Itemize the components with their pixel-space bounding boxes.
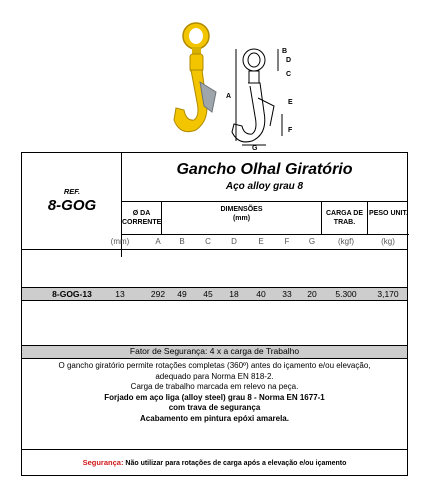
- drawing-label-f: F: [288, 127, 293, 134]
- product-subtitle: Aço alloy grau 8: [225, 181, 304, 192]
- description-line-3: Carga de trabalho marcada em relevo na peça.: [130, 382, 299, 391]
- unit-load: (kgf): [338, 237, 354, 246]
- description-bold-3: Acabamento em pintura epóxi amarela.: [140, 413, 289, 423]
- description-bold-2: com trava de segurança: [168, 403, 261, 412]
- drawing-label-d: D: [286, 57, 292, 64]
- unit-weight: (kg): [381, 237, 395, 246]
- product-title: Gancho Olhal Giratório: [176, 161, 353, 178]
- warning-text: Não utilizar para rotações de carga após a elevação e/ou içamento: [125, 460, 347, 467]
- cell-e: 40: [256, 289, 266, 299]
- description: [22, 361, 407, 424]
- cell-f: 33: [282, 289, 292, 299]
- unit-chain: (mm): [110, 237, 130, 246]
- drawing-label-b: B: [282, 48, 288, 55]
- unit-b: B: [179, 237, 185, 246]
- units-row: [22, 235, 407, 250]
- spec-table: [21, 152, 408, 476]
- drawing-label-e: E: [288, 99, 293, 106]
- row-code: 8-GOG-13: [52, 289, 92, 299]
- unit-a: A: [155, 237, 161, 246]
- description-line-2: adequado para Norma EN 818-2.: [155, 371, 274, 381]
- safety-factor: Fator de Segurança: 4 x a carga de Trabalho: [22, 345, 407, 359]
- warning: [22, 458, 407, 467]
- cell-a: 292: [150, 289, 166, 299]
- drawing-label-a: A: [226, 93, 232, 100]
- cell-weight: 3,170: [377, 289, 399, 299]
- swivel-hook-photo: [166, 20, 230, 144]
- col-dimensions-label: DIMENSÕES: [220, 206, 263, 213]
- unit-c: C: [205, 237, 211, 246]
- col-dimensions-unit: (mm): [232, 215, 251, 222]
- product-images: [0, 0, 428, 152]
- col-chain: [122, 201, 162, 235]
- drawing-label-c: C: [286, 71, 292, 78]
- drawing-label-g: G: [252, 145, 258, 150]
- cell-g: 20: [307, 289, 317, 299]
- cell-d: 18: [229, 289, 239, 299]
- description-bold-1: Forjado em aço liga (alloy steel) grau 8 - Norma EN 1677-1: [104, 392, 325, 402]
- warning-box: [22, 449, 407, 476]
- ref-label: REF.: [63, 187, 81, 196]
- cell-c: 45: [203, 289, 213, 299]
- table-row: [22, 287, 407, 301]
- col-weight: [368, 201, 409, 235]
- title-box: [122, 153, 407, 202]
- unit-g: G: [308, 237, 316, 246]
- cell-b: 49: [177, 289, 187, 299]
- unit-e: E: [258, 237, 264, 246]
- col-load: [322, 201, 368, 235]
- cell-chain: 13: [115, 289, 125, 299]
- col-dimensions: [162, 201, 322, 235]
- warning-label: Segurança:: [82, 458, 124, 467]
- unit-d: D: [231, 237, 237, 246]
- ref-value: 8-GOG: [47, 197, 97, 214]
- col-load-label: CARGA DE TRAB.: [325, 210, 364, 226]
- col-chain-label: Ø DA CORRENTE: [122, 210, 162, 226]
- unit-f: F: [284, 237, 290, 246]
- cell-load: 5.300: [335, 289, 357, 299]
- description-line-1: O gancho giratório permite rotações completas (360º) antes do içamento e/ou elevação,: [58, 361, 371, 370]
- hook-dimension-drawing: [222, 46, 304, 150]
- col-weight-label: PESO UNIT.: [369, 210, 408, 217]
